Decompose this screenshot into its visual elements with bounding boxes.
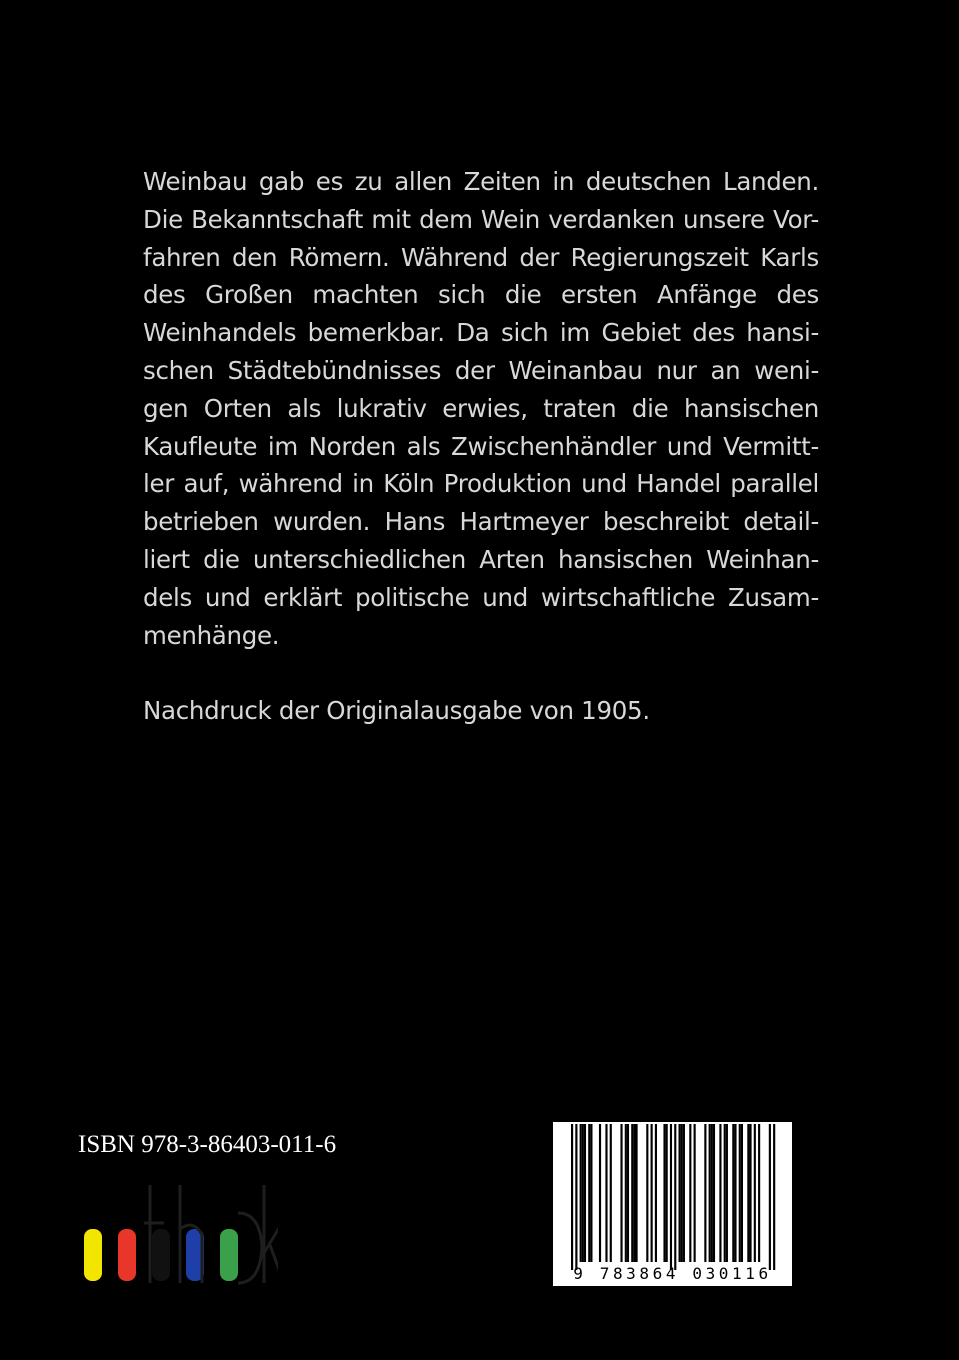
barcode-bar — [749, 1124, 751, 1262]
blurb-line: dels und erklärt politische und wirtschaftliche Zusam- — [143, 582, 819, 612]
logo-bar — [84, 1229, 102, 1281]
barcode-bar — [724, 1124, 726, 1262]
barcode-bar — [663, 1124, 665, 1262]
barcode-bar — [741, 1124, 743, 1262]
barcode-bar — [689, 1124, 691, 1262]
barcode-bar — [773, 1124, 775, 1270]
barcode-bar — [627, 1124, 629, 1262]
barcode-bars — [553, 1122, 792, 1286]
barcode-bar — [655, 1124, 657, 1262]
publisher-logo — [78, 1183, 278, 1287]
barcode-bar — [679, 1124, 681, 1262]
logo-letter-stroke — [238, 1213, 262, 1283]
barcode-bar — [769, 1124, 771, 1270]
barcode-bar — [694, 1124, 696, 1262]
barcode-bar — [599, 1124, 601, 1262]
barcode-bar — [709, 1124, 711, 1262]
blurb-line: des Großen machten sich die ersten Anfänge des — [143, 280, 819, 310]
barcode-bar — [605, 1124, 607, 1262]
barcode-bar — [758, 1124, 760, 1262]
barcode-bar — [588, 1124, 590, 1262]
blurb-line: Weinhandels bemerkbar. Da sich im Gebiet des hansi- — [143, 318, 819, 348]
barcode-bar — [625, 1124, 627, 1262]
barcode-bar — [633, 1124, 635, 1262]
barcode-bar — [683, 1124, 685, 1262]
barcode-bar — [681, 1124, 683, 1262]
barcode-bar — [713, 1124, 715, 1262]
barcode-bar — [590, 1124, 592, 1262]
reprint-note: Nachdruck der Originalausgabe von 1905. — [143, 696, 650, 726]
barcode-bar — [651, 1124, 653, 1262]
blurb-line: Kaufleute im Norden als Zwischenhändler und Vermitt- — [143, 431, 819, 461]
barcode-bar — [754, 1124, 756, 1262]
barcode-bar — [580, 1124, 582, 1262]
isbn-barcode — [553, 1122, 792, 1286]
barcode-bar — [610, 1124, 612, 1262]
barcode-bar — [575, 1124, 577, 1270]
logo-letter-stroke — [270, 1245, 278, 1283]
blurb-line: Die Bekanntschaft mit dem Wein verdanken unsere Vor- — [143, 204, 819, 234]
barcode-bar — [631, 1124, 633, 1262]
barcode-bar — [584, 1124, 586, 1262]
barcode-bar — [571, 1124, 573, 1270]
blurb-line: schen Städtebündnisses der Weinanbau nur an weni- — [143, 355, 819, 385]
barcode-bar — [711, 1124, 713, 1262]
barcode-bar — [747, 1124, 749, 1262]
blurb-line: gen Orten als lukrativ erwies, traten die hansischen — [143, 393, 819, 423]
barcode-bar — [726, 1124, 728, 1262]
logo-bar — [220, 1229, 238, 1281]
logo-bar — [152, 1229, 170, 1281]
barcode-digits: 9 783864 030116 — [573, 1264, 772, 1283]
barcode-bar — [739, 1124, 741, 1262]
barcode-bar — [732, 1124, 734, 1262]
logo-bar — [118, 1229, 136, 1281]
barcode-bar — [620, 1124, 622, 1262]
barcode-bar — [734, 1124, 736, 1262]
blurb-line: ler auf, während in Köln Produktion und Handel parallel — [143, 469, 819, 499]
barcode-bar — [704, 1124, 706, 1262]
barcode-bar — [582, 1124, 584, 1262]
blurb-line: fahren den Römern. Während der Regierungszeit Karls — [143, 242, 819, 272]
barcode-bar — [636, 1124, 638, 1262]
blurb-line: Weinbau gab es zu allen Zeiten in deutschen Landen. — [143, 167, 819, 196]
isbn-text: ISBN 978-3-86403-011-6 — [78, 1131, 337, 1158]
blurb-line: betrieben wurden. Hans Hartmeyer beschreibt detail- — [143, 507, 819, 537]
blurb-line: liert die unterschiedlichen Arten hansischen Weinhan- — [143, 544, 819, 574]
barcode-bar — [674, 1124, 676, 1270]
barcode-bar — [666, 1124, 668, 1262]
barcode-bar — [646, 1124, 648, 1262]
barcode-bar — [670, 1124, 672, 1270]
barcode-bar — [719, 1124, 721, 1262]
blurb-line: menhänge. — [143, 620, 280, 650]
blurb-text — [143, 163, 819, 730]
